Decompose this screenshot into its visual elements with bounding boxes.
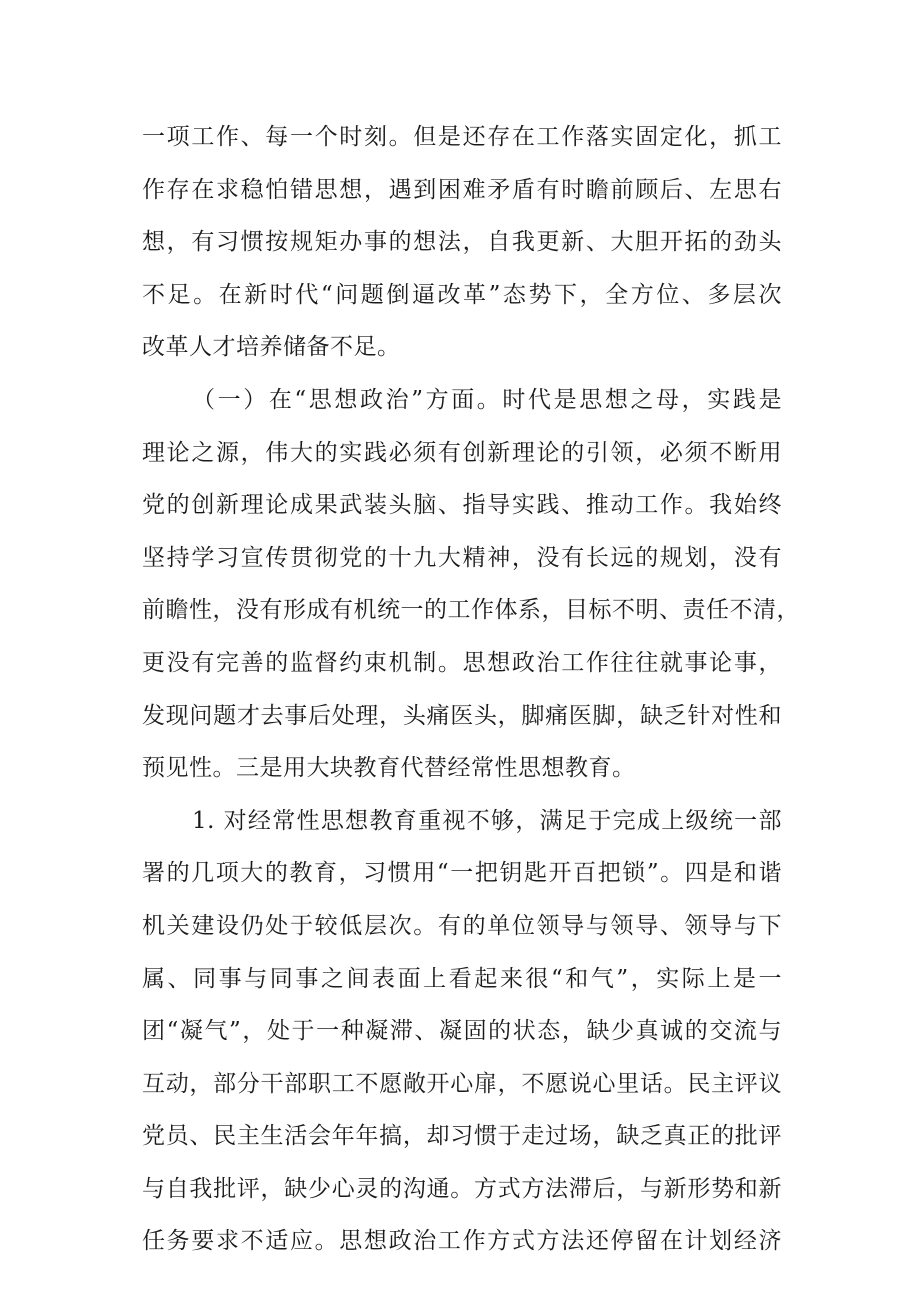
paragraph-2: [142, 374, 800, 795]
text-line: 不足。在新时代“问题倒逼改革”态势下，全方位、多层次: [142, 281, 782, 308]
text-line: 机关建设仍处于较低层次。有的单位领导与领导、领导与下: [142, 912, 782, 939]
text-line: 属、同事与同事之间表面上看起来很“和气”，实际上是一: [142, 965, 782, 992]
text-line: 想，有习惯按规矩办事的想法，自我更新、大胆开拓的劲头: [142, 229, 782, 256]
text-line: 与自我批评，缺少心灵的沟通。方式方法滞后，与新形势和新: [142, 1175, 782, 1202]
text-line: 前瞻性，没有形成有机统一的工作体系，目标不明、责任不清，: [142, 597, 800, 624]
text-line: 党的创新理论成果武装头脑、指导实践、推动工作。我始终: [142, 492, 782, 519]
text-line: 坚持学习宣传贯彻党的十九大精神，没有长远的规划，没有: [142, 544, 782, 571]
document-page: [142, 111, 800, 1268]
text-line: 互动，部分干部职工不愿敞开心扉，不愿说心里话。民主评议: [142, 1070, 782, 1097]
text-line: 预见性。三是用大块教育代替经常性思想教育。: [142, 755, 636, 782]
text-line: 1. 对经常性思想教育重视不够，满足于完成上级统一部: [192, 807, 782, 834]
text-line: 任务要求不适应。思想政治工作方式方法还停留在计划经济: [142, 1228, 782, 1255]
text-line: 一项工作、每一个时刻。但是还存在工作落实固定化，抓工: [142, 124, 782, 150]
text-line: 党员、民主生活会年年搞，却习惯于走过场，缺乏真正的批评: [142, 1123, 782, 1150]
text-line: 团“凝气”，处于一种凝滞、凝固的状态，缺少真诚的交流与: [142, 1018, 782, 1045]
text-line: 改革人才培养储备不足。: [142, 334, 401, 361]
text-line: 更没有完善的监督约束机制。思想政治工作往往就事论事，: [142, 649, 782, 676]
text-line: 署的几项大的教育，习惯用“一把钥匙开百把锁”。四是和谐: [142, 860, 782, 887]
text-line: （一）在“思想政治”方面。时代是思想之母，实践是: [192, 386, 782, 413]
text-line: 理论之源，伟大的实践必须有创新理论的引领，必须不断用: [142, 439, 782, 466]
paragraph-1: [142, 111, 782, 374]
text-line: 发现问题才去事后处理，头痛医头，脚痛医脚，缺乏针对性和: [142, 702, 782, 729]
text-line: 作存在求稳怕错思想，遇到困难矛盾有时瞻前顾后、左思右: [142, 176, 782, 203]
paragraph-3: [142, 795, 782, 1268]
